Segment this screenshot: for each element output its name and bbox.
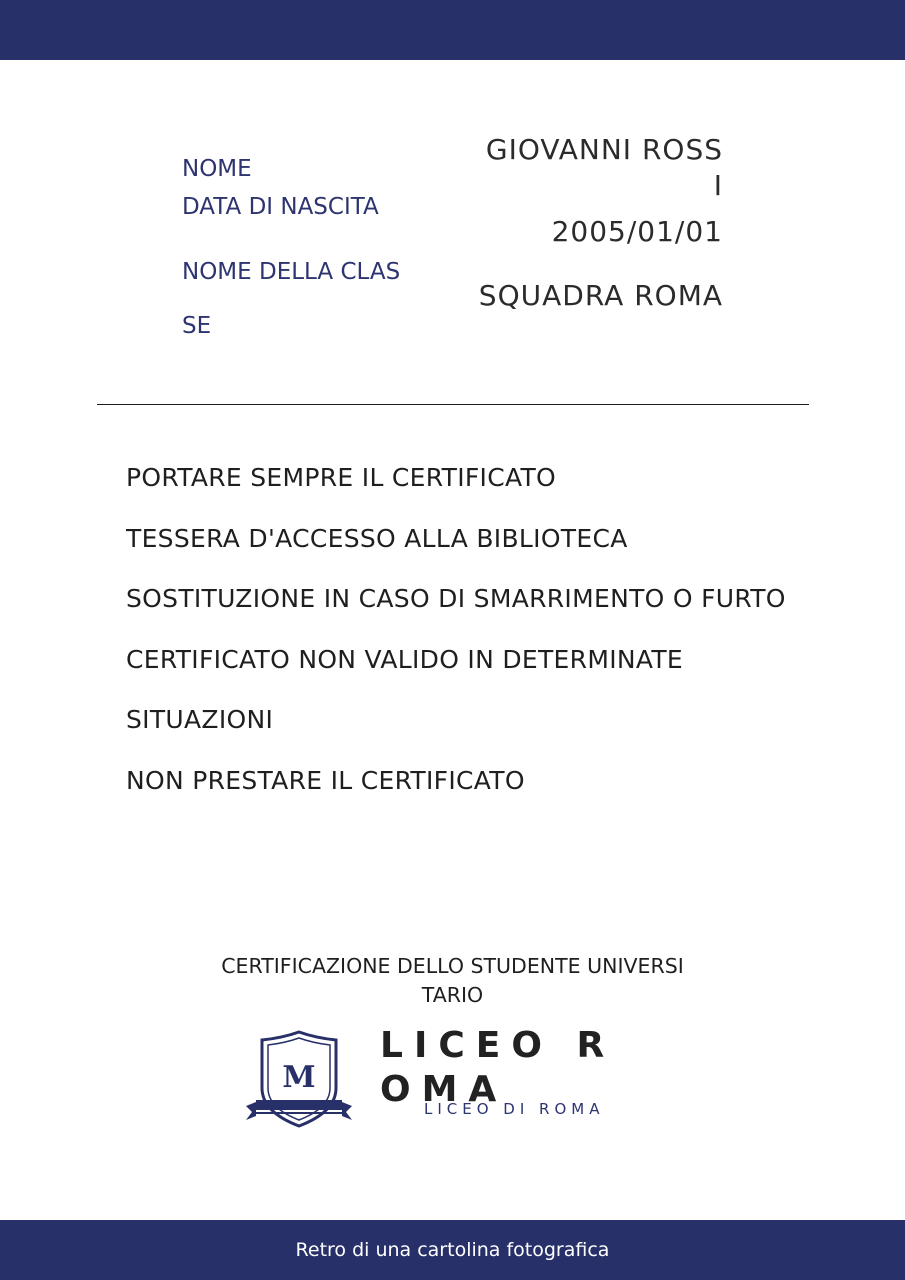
birth-date-value: 2005/01/01 [551,215,723,248]
class-name-value: SQUADRA ROMA [478,279,723,312]
certificate-title: CERTIFICAZIONE DELLO STUDENTE UNIVERSITARIO [221,954,684,1007]
crest-letter: M [282,1060,316,1095]
school-subtitle: LICEO DI ROMA [424,1100,605,1118]
bottom-bar [0,1220,905,1280]
rule-item: CERTIFICATO NON VALIDO IN DETERMINATE SITUAZIONI [126,644,683,734]
birth-date-label: DATA DI NASCITA [182,194,379,220]
rule-item: SOSTITUZIONE IN CASO DI SMARRIMENTO O FURTO [126,584,786,613]
rule-item: NON PRESTARE IL CERTIFICATO [126,765,525,795]
shield-crest-icon [242,1030,356,1128]
class-name-label: NOME DELLA CLASSE [182,259,401,339]
rules-list [126,448,786,811]
divider-line [97,404,809,405]
name-label: NOME [182,156,252,182]
rule-item: TESSERA D'ACCESSO ALLA BIBLIOTECA [126,523,628,553]
top-bar [0,0,905,60]
school-name: LICEO ROMA [380,1025,616,1110]
rule-item: PORTARE SEMPRE IL CERTIFICATO [126,463,556,492]
name-value: GIOVANNI ROSSI [485,133,723,202]
footer-caption: Retro di una cartolina fotografica [295,1239,610,1261]
